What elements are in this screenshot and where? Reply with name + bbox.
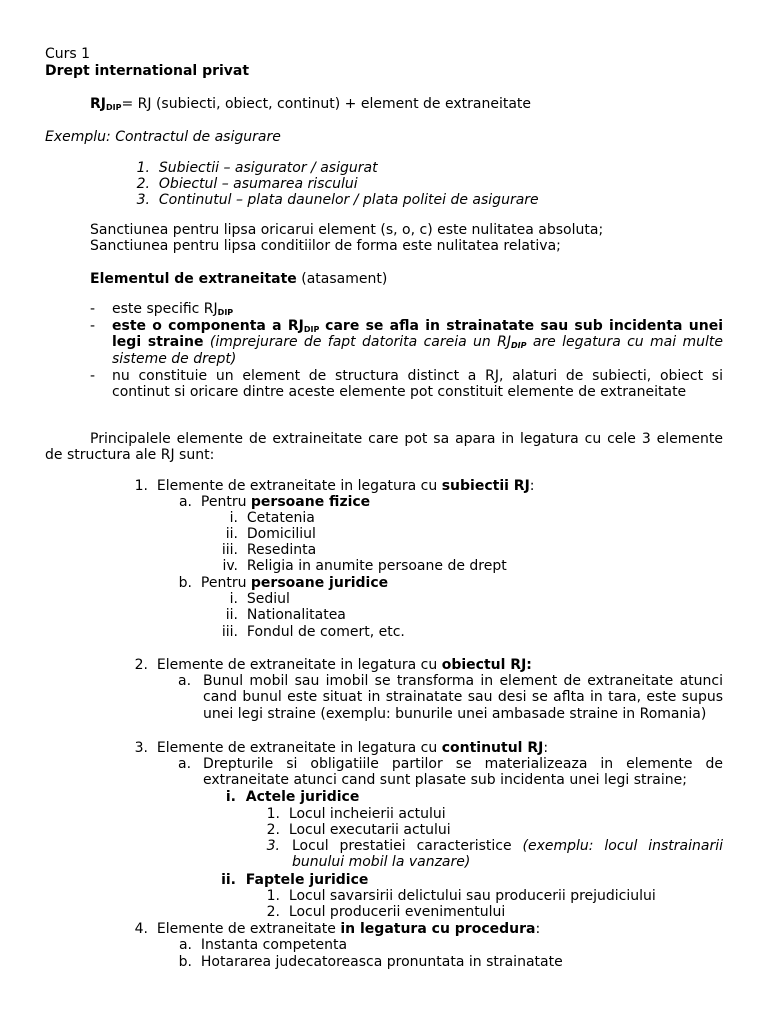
bullet-component: este o componenta a $RJ_{DIP}$ care se afla in strainatate sau sub incidenta unei legi straine (imprejurare de fapt datorita careia un $RJ_{DIP}$ are legatura cu mai multe sisteme de drept) (112, 318, 723, 367)
list-item: ii. Faptele juridice (221, 872, 369, 888)
list-item: iv. Religia in anumite persoane de drept (222, 558, 507, 574)
list-item: iii. Fondul de comert, etc. (221, 624, 405, 640)
document-title: Drept international privat (45, 63, 250, 79)
list-number: a. (178, 673, 192, 689)
principal-paragraph: Principalele elemente de extraineitate care pot sa apara in legatura cu cele 3 elemente de structura ale RJ sunt: (45, 431, 723, 464)
list-item: b. Pentru persoane juridice (178, 575, 389, 591)
list-item: 1. Locul incheierii actului (266, 806, 446, 822)
list-item: Locul prestatiei caracteristice (exemplu: locul instrainarii bunului mobil la vanzare) (292, 838, 723, 871)
formula-rhs: = RJ (subiecti, obiect, continut) + element de extraneitate (121, 96, 532, 112)
formula-dip: DIP (106, 103, 122, 112)
list-item: i. Sediul (229, 591, 290, 607)
list-number: 3. (266, 838, 280, 854)
list-item: 1. Locul savarsirii delictului sau producerii prejudiciului (266, 888, 656, 904)
list-item: Drepturile si obligatiile partilor se materializeaza in elemente de extraneitate atunci cand sunt plasate sub incidenta unei legi straine; (203, 756, 723, 789)
list-item: 1. Subiectii – asigurator / asigurat (136, 160, 378, 176)
list-item: 4. Elemente de extraneitate in legatura cu procedura: (134, 921, 541, 937)
sanction-relative: Sanctiunea pentru lipsa conditiilor de forma este nulitatea relativa; (90, 238, 561, 254)
list-item: 2. Elemente de extraneitate in legatura cu obiectul RJ: (134, 657, 532, 673)
list-item: ii. Domiciliul (225, 526, 316, 542)
list-item: i. Cetatenia (229, 510, 315, 526)
list-number: a. (178, 756, 192, 772)
list-item: 1. Elemente de extraneitate in legatura cu subiectii RJ: (134, 478, 535, 494)
list-item: 2. Obiectul – asumarea riscului (136, 176, 358, 192)
sanction-absolute: Sanctiunea pentru lipsa oricarui element (s, o, c) este nulitatea absoluta; (90, 222, 604, 238)
bullet-dash: - (90, 301, 96, 317)
list-item: Bunul mobil sau imobil se transforma in element de extraneitate atunci cand bunul este situat in strainatate sau desi se aflta in tara, este supus unei legi straine (exemplu: bunurile unei ambasade straine in Romania) (203, 673, 723, 722)
list-item: 3. Elemente de extraneitate in legatura cu continutul RJ: (134, 740, 549, 756)
bullet-structure: nu constituie un element de structura distinct a RJ, alaturi de subiecti, obiect si continut si oricare dintre aceste elemente pot constituit elemente de extraneitate (112, 368, 723, 401)
list-item: a. Instanta competenta (178, 937, 348, 953)
example-title: Exemplu: Contractul de asigurare (45, 129, 281, 145)
bullet-dash: - (90, 368, 96, 384)
course-label: Curs 1 (45, 46, 91, 62)
list-item: a. Pentru persoane fizice (178, 494, 371, 510)
list-item: iii. Resedinta (221, 542, 317, 558)
formula-rj: RJ (90, 96, 106, 112)
formula-line (90, 96, 531, 112)
list-item: b. Hotararea judecatoreasca pronuntata in strainatate (178, 954, 563, 970)
list-item: 2. Locul producerii evenimentului (266, 904, 506, 920)
list-item: i. Actele juridice (225, 789, 360, 805)
section-heading: Elementul de extraneitate (atasament) (90, 271, 388, 287)
list-item: 2. Locul executarii actului (266, 822, 451, 838)
list-item: 3. Continutul – plata daunelor / plata politei de asigurare (136, 192, 539, 208)
bullet-dash: - (90, 318, 96, 334)
bullet-specific: este specific $RJ_{DIP}$ (112, 301, 234, 317)
list-item: ii. Nationalitatea (225, 607, 346, 623)
